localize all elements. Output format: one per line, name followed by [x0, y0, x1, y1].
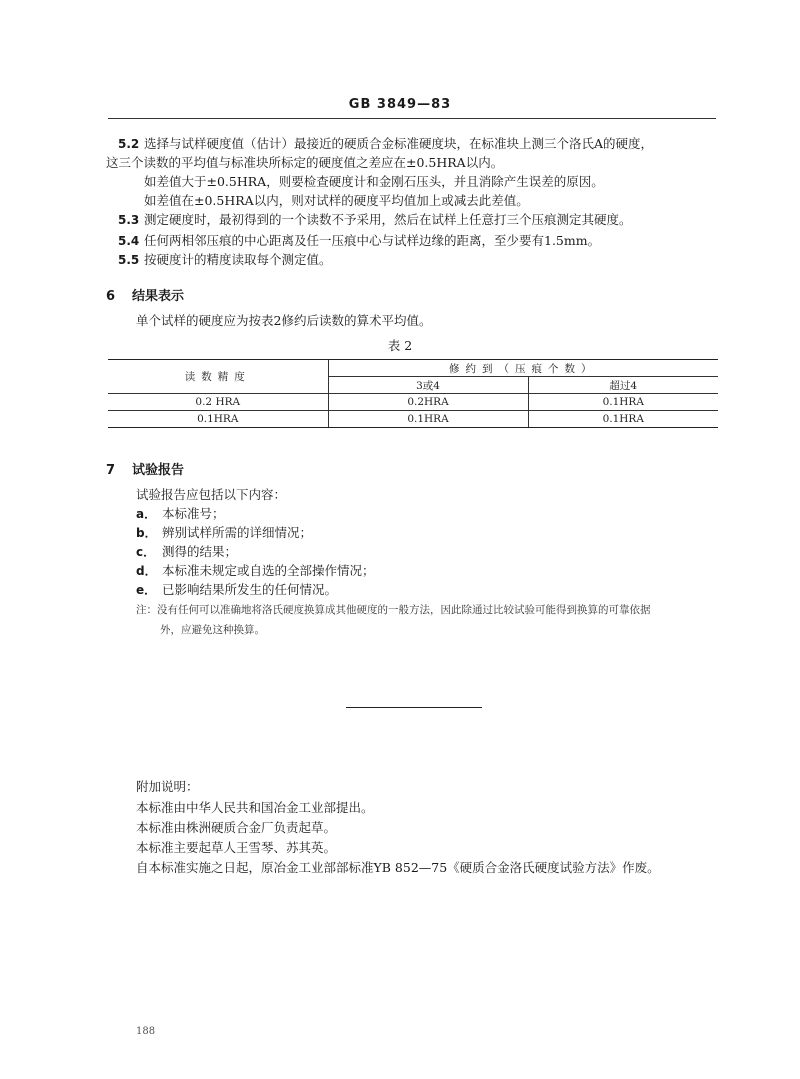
clause-5-3-number: 5.3	[118, 213, 140, 227]
clause-5-2-line4: 如差值在±0.5HRA以内，则对试样的硬度平均值加上或减去此差值。	[144, 193, 529, 208]
section-7-number: 7	[106, 463, 116, 478]
additional-note-line: 本标准由株洲硬质合金厂负责起草。	[136, 820, 337, 835]
list-item-text: 辨别试样所需的详细情况；	[162, 525, 313, 540]
clause-5-2-line1	[118, 136, 653, 152]
table-subheader-3-or-4: 3或4	[328, 377, 528, 394]
list-item	[136, 582, 337, 598]
table-row	[108, 411, 718, 428]
table-cell: 0.1HRA	[328, 411, 528, 428]
section-7-title: 试验报告	[132, 463, 185, 478]
clause-5-2-number: 5.2	[118, 137, 140, 151]
list-item-text: 本标准号；	[162, 506, 225, 521]
table-cell: 0.1HRA	[108, 411, 328, 428]
clause-5-2-line2: 这三个读数的平均值与标准块所标定的硬度值之差应在±0.5HRA以内。	[106, 155, 504, 170]
clause-5-5-number: 5.5	[118, 253, 140, 267]
end-of-standard-rule	[346, 707, 482, 708]
clause-5-3	[118, 212, 632, 228]
table-2	[108, 359, 718, 428]
table-header-precision: 读数精度	[108, 360, 328, 394]
section-6-number: 6	[106, 289, 116, 304]
table-cell: 0.1HRA	[528, 411, 718, 428]
additional-note-line: 本标准主要起草人王雪琴、苏其英。	[136, 840, 337, 855]
header-rule	[108, 118, 716, 119]
standard-code-header: GB 3849—83	[348, 97, 452, 112]
list-item	[136, 525, 312, 541]
section-7-intro: 试验报告应包括以下内容：	[136, 487, 287, 502]
clause-5-4	[118, 233, 600, 249]
list-item	[136, 544, 237, 560]
table-row	[108, 394, 718, 411]
list-item-letter: b．	[136, 526, 157, 540]
section-6-heading	[106, 285, 184, 304]
clause-5-2-line3: 如差值大于±0.5HRA，则要检查硬度计和金刚石压头，并且消除产生误差的原因。	[144, 174, 604, 189]
additional-notes-title: 附加说明：	[136, 779, 199, 794]
table-cell: 0.1HRA	[528, 394, 718, 411]
list-item-text: 本标准未规定或自选的全部操作情况；	[162, 563, 375, 578]
list-item-letter: a．	[136, 507, 157, 521]
table-cell: 0.2 HRA	[108, 394, 328, 411]
table-subheader-over-4: 超过4	[528, 377, 718, 394]
table-2-caption: 表 2	[387, 338, 413, 353]
list-item-letter: c．	[136, 545, 156, 559]
table-cell: 0.2HRA	[328, 394, 528, 411]
list-item-letter: d．	[136, 564, 157, 578]
note-line2: 外，应避免这种换算。	[160, 624, 265, 636]
clause-5-2-text: 选择与试样硬度值（估计）最接近的硬质合金标准硬度块，在标准块上测三个洛氏A的硬度，	[144, 136, 654, 151]
clause-5-5-text: 按硬度计的精度读取每个测定值。	[144, 252, 332, 267]
table-header-rounding: 修约到（压痕个数）	[328, 360, 718, 377]
page-number: 188	[136, 1026, 156, 1037]
section-6-text: 单个试样的硬度应为按表2修约后读数的算术平均值。	[136, 313, 432, 328]
additional-note-line: 本标准由中华人民共和国冶金工业部提出。	[136, 800, 374, 815]
list-item-text: 测得的结果；	[162, 544, 238, 559]
clause-5-5	[118, 252, 332, 268]
list-item-text: 已影响结果所发生的任何情况。	[162, 582, 338, 597]
clause-5-3-text: 测定硬度时，最初得到的一个读数不予采用，然后在试样上任意打三个压痕测定其硬度。	[144, 212, 632, 227]
section-6-title: 结果表示	[132, 289, 185, 304]
note-line1: 注：没有任何可以准确地将洛氏硬度换算成其他硬度的一般方法，因此除通过比较试验可能得到换算的可靠依据	[136, 604, 651, 616]
clause-5-4-number: 5.4	[118, 234, 140, 248]
list-item	[136, 506, 225, 522]
section-7-heading	[106, 459, 184, 478]
additional-note-line: 自本标准实施之日起，原冶金工业部部标准YB 852—75《硬质合金洛氏硬度试验方法》作废。	[136, 860, 660, 875]
list-item	[136, 563, 375, 579]
list-item-letter: e．	[136, 583, 157, 597]
clause-5-4-text: 任何两相邻压痕的中心距离及任一压痕中心与试样边缘的距离，至少要有1.5mm。	[144, 233, 601, 248]
